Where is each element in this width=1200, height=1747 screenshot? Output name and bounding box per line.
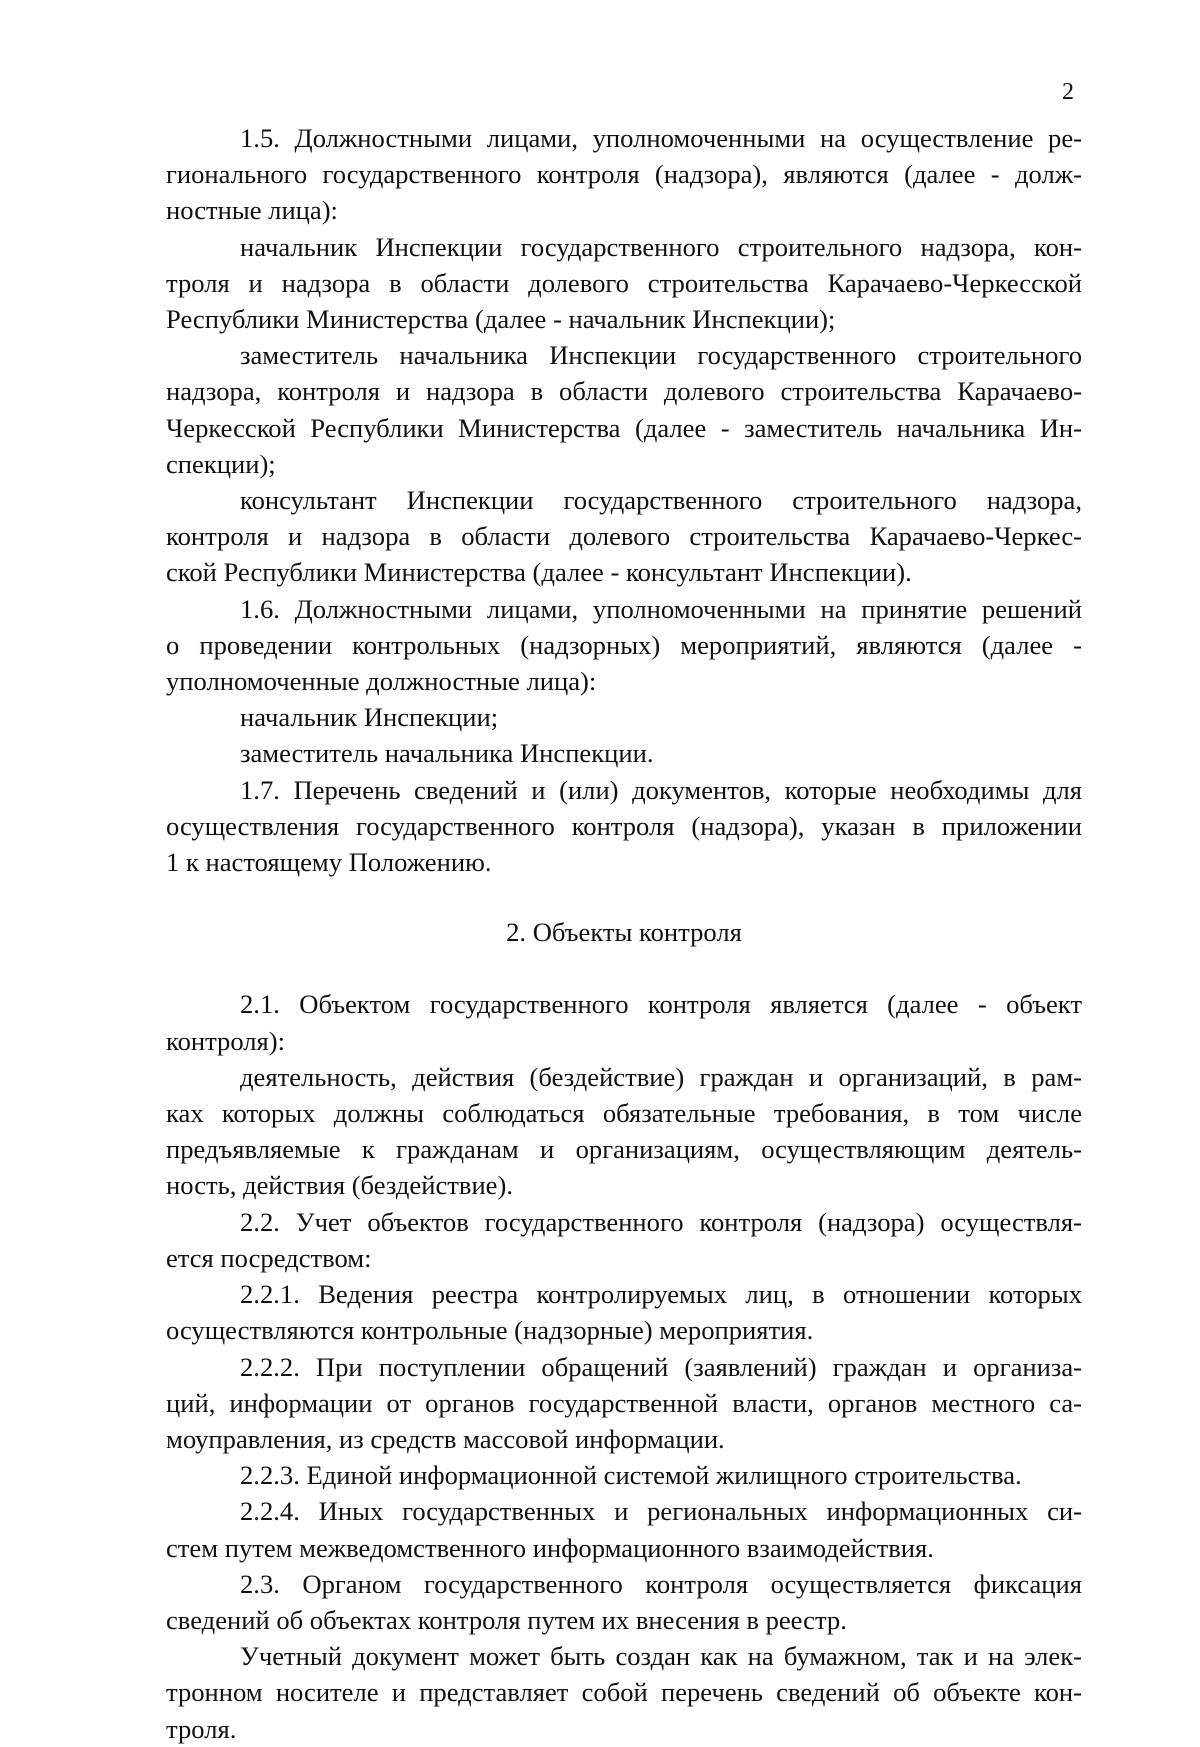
section-heading: 2. Объекты контроля (506, 917, 742, 948)
text-line: 2.2.1. Ведения реестра контролируемых лиц, в отношении которых (240, 1279, 1082, 1310)
text-line: ностные лица): (166, 195, 338, 226)
paragraph (166, 1349, 1082, 1458)
text-line: Республики Министерства (далее - начальник Инспекции); (166, 304, 836, 335)
paragraph (166, 1638, 1082, 1747)
text-line: Черкесской Республики Министерства (далее - заместитель начальника Ин- (166, 412, 1082, 443)
document-body (166, 120, 1082, 1747)
text-line: гионального государственного контроля (надзора), являются (далее - долж- (166, 159, 1082, 190)
text-line: стем путем межведомственного информационного взаимодействия. (166, 1532, 934, 1563)
text-line: 2.1. Объектом государственного контроля является (далее - объект (240, 989, 1082, 1020)
text-line: 1.7. Перечень сведений и (или) документов, которые необходимы для (240, 774, 1082, 805)
text-line: троля и надзора в области долевого строительства Карачаево-Черкесской (166, 267, 1082, 298)
text-line: 2.2. Учет объектов государственного контроля (надзора) осуществля- (240, 1206, 1082, 1237)
text-line: ность, действия (бездействие). (166, 1170, 513, 1201)
text-line: осуществления государственного контроля (надзора), указан в приложении (166, 810, 1082, 841)
text-line: начальник Инспекции государственного строительного надзора, кон- (240, 231, 1082, 262)
text-line: ках которых должны соблюдаться обязательные требования, в том числе (166, 1098, 1082, 1129)
paragraph (166, 772, 1082, 881)
text-line: сведений об объектах контроля путем их внесения в реестр. (166, 1604, 847, 1635)
text-line: 2.2.2. При поступлении обращений (заявлений) граждан и организа- (240, 1351, 1082, 1382)
text-line: троля. (166, 1713, 237, 1744)
paragraph (166, 986, 1082, 1058)
text-line: ется посредством: (166, 1242, 372, 1273)
paragraph (166, 591, 1082, 700)
text-line: ской Республики Министерства (далее - консультант Инспекции). (166, 557, 912, 588)
text-line: 2.2.3. Единой информационной системой жилищного строительства. (240, 1460, 1022, 1491)
paragraph (166, 337, 1082, 482)
text-line: 2.3. Органом государственного контроля осуществляется фиксация (240, 1568, 1082, 1599)
section-2-paragraphs (166, 986, 1082, 1746)
paragraph (166, 120, 1082, 229)
text-line: ций, информации от органов государственной власти, органов местного са- (166, 1387, 1082, 1418)
text-line: Учетный документ может быть создан как на бумажном, так и на элек- (240, 1641, 1082, 1672)
text-line: моуправления, из средств массовой информации. (166, 1423, 725, 1454)
section-1-paragraphs (166, 120, 1082, 880)
text-line: контроля): (166, 1025, 286, 1056)
paragraph (166, 1204, 1082, 1276)
paragraph (166, 735, 1082, 771)
text-line: консультант Инспекции государственного строительного надзора, (240, 485, 1082, 516)
paragraph (166, 1457, 1082, 1493)
paragraph (166, 1493, 1082, 1565)
text-line: контроля и надзора в области долевого строительства Карачаево-Черкес- (166, 521, 1082, 552)
paragraph (166, 1059, 1082, 1204)
text-line: деятельность, действия (бездействие) граждан и организаций, в рам- (240, 1061, 1082, 1092)
text-line: 1.5. Должностными лицами, уполномоченными на осуществление ре- (240, 123, 1082, 153)
page-number: 2 (1062, 79, 1074, 105)
text-line: 1 к настоящему Положению. (166, 847, 492, 878)
paragraph (166, 1276, 1082, 1348)
text-line: предъявляемые к гражданам и организациям, осуществляющим деятель- (166, 1134, 1082, 1165)
paragraph (166, 229, 1082, 338)
paragraph (166, 699, 1082, 735)
text-line: заместитель начальника Инспекции государственного строительного (240, 340, 1082, 371)
text-line: 2.2.4. Иных государственных и региональных информационных си- (240, 1496, 1082, 1527)
text-line: тронном носителе и представляет собой перечень сведений об объекте кон- (166, 1677, 1082, 1708)
paragraph (166, 482, 1082, 591)
text-line: спекции); (166, 448, 276, 479)
text-line: начальник Инспекции; (240, 702, 499, 733)
paragraph (166, 1566, 1082, 1638)
text-line: осуществляются контрольные (надзорные) мероприятия. (166, 1315, 814, 1346)
text-line: о проведении контрольных (надзорных) мероприятий, являются (далее - (166, 629, 1082, 660)
text-line: надзора, контроля и надзора в области долевого строительства Карачаево- (166, 376, 1082, 407)
text-line: заместитель начальника Инспекции. (240, 738, 654, 769)
text-line: 1.6. Должностными лицами, уполномоченными на принятие решений (240, 593, 1082, 624)
text-line: уполномоченные должностные лица): (166, 666, 597, 697)
